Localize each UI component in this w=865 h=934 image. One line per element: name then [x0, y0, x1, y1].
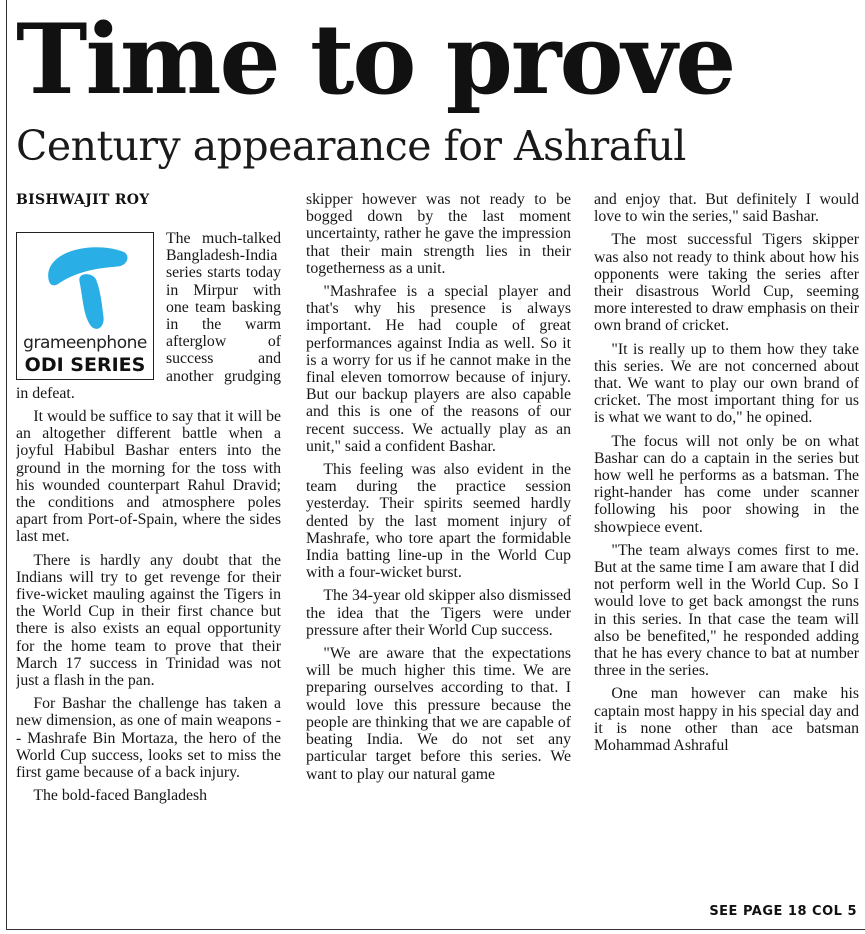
bottom-rule [6, 929, 865, 930]
article-column-3 [594, 191, 859, 921]
paragraph: It would be suffice to say that it will be an altogether different battle when a joyful Habibul Bashar enters into the ground in the morning for the toss with his wounded counterpart Rahul Dravid; the conditions and atmosphere poles apart from Port-of-Spain, where the sides last met. [16, 408, 281, 546]
paragraph: The bold-faced Bangladesh [33, 787, 208, 805]
paragraph: skipper however was not ready to be bogged down by the last moment uncertainty, rather he gave the impression that their main strength lies in their togetherness as a unit. [306, 191, 571, 277]
article-column-1 [16, 190, 281, 920]
telenor-propeller-icon [39, 239, 131, 331]
sponsor-logo [16, 232, 154, 380]
paragraph: "It is really up to them how they take this series. We are not concerned about that. We want to play our own brand of cricket. The most important thing for us is what we want to do," he opined. [594, 340, 859, 427]
byline: BISHWAJIT ROY [16, 192, 150, 208]
paragraph: There is hardly any doubt that the Indians will try to get revenge for their five-wicket mauling against the Tigers in the World Cup in their first chance but there is also exists an equal opportunity for the home team to prove that their March 17 success in Trinidad was not just a flash in the pan. [16, 551, 281, 690]
paragraph: "Mashrafee is a special player and that's why his presence is always important. He had couple of great performances against India as well. So it is a worry for us if he cannot make in the final eleven tomorrow because of injury. But our backup players are also capable and this is one of the reasons of our recent success. We actually play as an unit," said a confident Bashar. [306, 283, 571, 455]
paragraph: This feeling was also evident in the team during the practice session yesterday. Their spirits seemed hardly dented by the last moment injury of Mashrafe, who tore apart the formidable India batting line-up in the World Cup with a four-wicket burst. [306, 461, 571, 582]
paragraph: The most successful Tigers skipper was also not ready to think about how his opponents were taking the series after their disastrous World Cup, seeming more interested to draw emphasis on their own brand of cricket. [594, 231, 859, 335]
logo-brand-name: grameenphone [23, 333, 147, 353]
paragraph: The focus will not only be on what Bashar can do a captain in the series but how well he performs as a batsman. The right-hander has come under scanner following his poor showing in the showpiece event. [594, 432, 859, 536]
paragraph: One man however can make his captain most happy in his special day and it is none other than ace batsman Mohammad Ashraful [594, 685, 859, 755]
logo-series-label: ODI SERIES [24, 354, 146, 376]
paragraph: The 34-year old skipper also dismissed the idea that the Tigers were under pressure after their World Cup success. [306, 587, 571, 639]
left-column-rule [6, 0, 7, 930]
subheadline: Century appearance for Ashraful [16, 122, 686, 170]
paragraph: The much-talked Bangladesh-India series starts today in Mirpur with one team basking in the warm afterglow of success and another grudging in defeat. [16, 230, 281, 402]
continuation-note: SEE PAGE 18 COL 5 [709, 904, 857, 919]
paragraph: For Bashar the challenge has taken a new dimension, as one of main weapons -- Mashrafe Bin Mortaza, the hero of the World Cup success, looks set to miss the first game because of a back injury. [16, 695, 281, 782]
headline: Time to prove [16, 3, 735, 116]
article-column-2 [306, 191, 571, 921]
paragraph: "We are aware that the expectations will be much higher this time. We are preparing ourselves according to that. I would love this pressure because the people are thinking that we are capable of beating India. We do not set any particular target before this series. We want to play our natural game [306, 645, 571, 783]
paragraph: "The team always comes first to me. But at the same time I am aware that I did not perform well in the World Cup. So I would love to get back amongst the runs in this series. In that case the team will also be benefited," he responded adding that he has every chance to bat at number three in the series. [594, 541, 859, 680]
paragraph: and enjoy that. But definitely I would love to win the series," said Bashar. [594, 191, 859, 226]
